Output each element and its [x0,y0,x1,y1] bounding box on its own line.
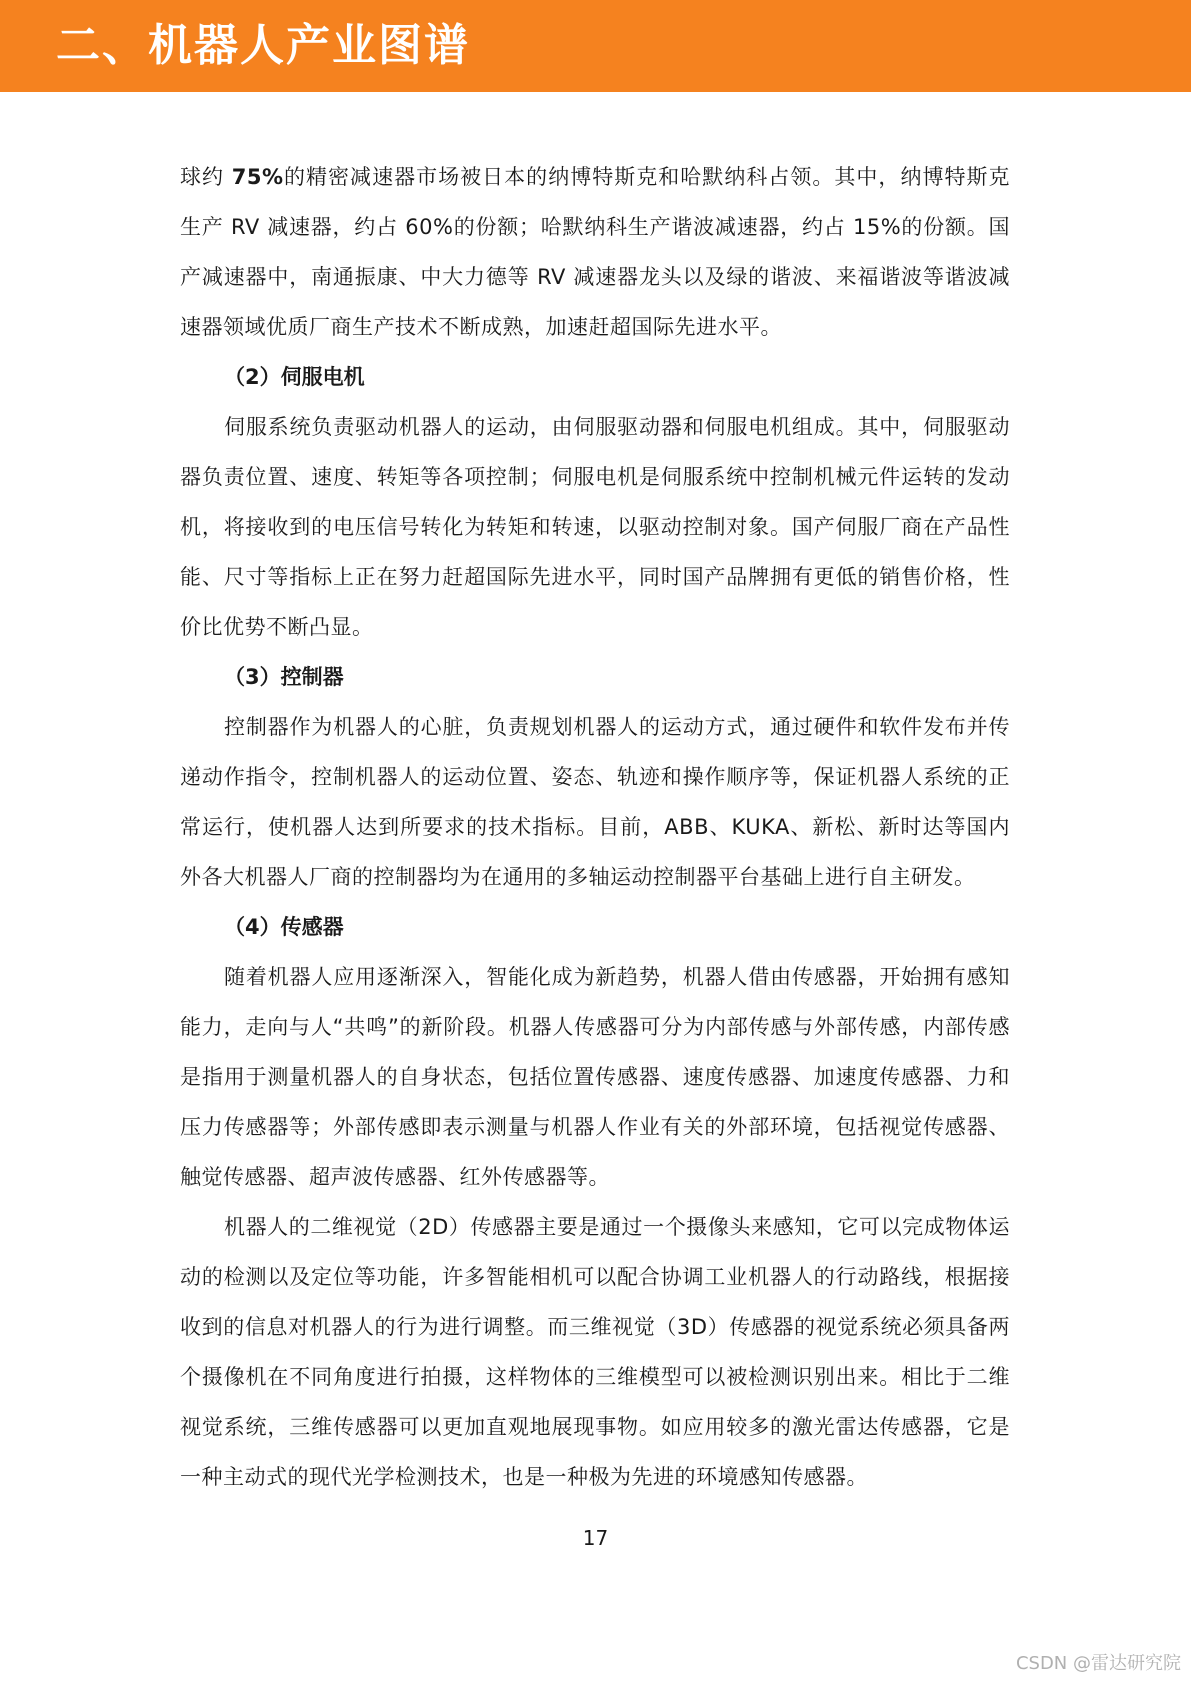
heading-sensor: （4）传感器 [224,915,344,939]
paragraph-servo-motor: 伺服系统负责驱动机器人的运动，由伺服驱动器和伺服电机组成。其中，伺服驱动器负责位置、速度、转矩等各项控制；伺服电机是伺服系统中控制机械元件运转的发动机，将接收到的电压信号转化为转矩和转速，以驱动控制对象。国产伺服厂商在产品性能、尺寸等指标上正在努力赶超国际先进水平，同时国产品牌拥有更低的销售价格，性价比优势不断凸显。 [180,415,1010,639]
paragraph-rest: 的精密减速器市场被日本的纳博特斯克和哈默纳科占领。其中，纳博特斯克生产 RV 减速器，约占 60%的份额；哈默纳科生产谐波减速器，约占 15%的份额。国产减速器中，南通振康、中大力德等 RV 减速器龙头以及绿的谐波、来福谐波等谐波减速器领域优质厂商生产技术不断成熟，加速赶超国际先进水平。 [180,165,1010,339]
document-body [180,152,1010,1502]
heading-servo-motor: （2）伺服电机 [224,365,365,389]
page-number: 17 [582,1526,609,1550]
paragraph-sensor: 随着机器人应用逐渐深入，智能化成为新趋势，机器人借由传感器，开始拥有感知能力，走向与人“共鸣”的新阶段。机器人传感器可分为内部传感与外部传感，内部传感是指用于测量机器人的自身状态，包括位置传感器、速度传感器、加速度传感器、力和压力传感器等；外部传感即表示测量与机器人作业有关的外部环境，包括视觉传感器、触觉传感器、超声波传感器、红外传感器等。 [180,965,1010,1189]
paragraph-reducer-market [180,152,1010,352]
paragraph-vision-sensor: 机器人的二维视觉（2D）传感器主要是通过一个摄像头来感知，它可以完成物体运动的检测以及定位等功能，许多智能相机可以配合协调工业机器人的行动路线，根据接收到的信息对机器人的行为进行调整。而三维视觉（3D）传感器的视觉系统必须具备两个摄像机在不同角度进行拍摄，这样物体的三维模型可以被检测识别出来。相比于二维视觉系统，三维传感器可以更加直观地展现事物。如应用较多的激光雷达传感器，它是一种主动式的现代光学检测技术，也是一种极为先进的环境感知传感器。 [180,1215,1010,1489]
bold-percentage: 75% [231,165,284,189]
paragraph-controller: 控制器作为机器人的心脏，负责规划机器人的运动方式，通过硬件和软件发布并传递动作指令，控制机器人的运动位置、姿态、轨迹和操作顺序等，保证机器人系统的正常运行，使机器人达到所要求的技术指标。目前，ABB、KUKA、新松、新时达等国内外各大机器人厂商的控制器均为在通用的多轴运动控制器平台基础上进行自主研发。 [180,715,1010,889]
watermark-text: CSDN @雷达研究院 [1015,1653,1181,1674]
section-title: 二、机器人产业图谱 [56,20,470,71]
section-header-bar [0,0,1191,92]
paragraph-prefix: 球约 [180,165,232,189]
heading-controller: （3）控制器 [224,665,344,689]
